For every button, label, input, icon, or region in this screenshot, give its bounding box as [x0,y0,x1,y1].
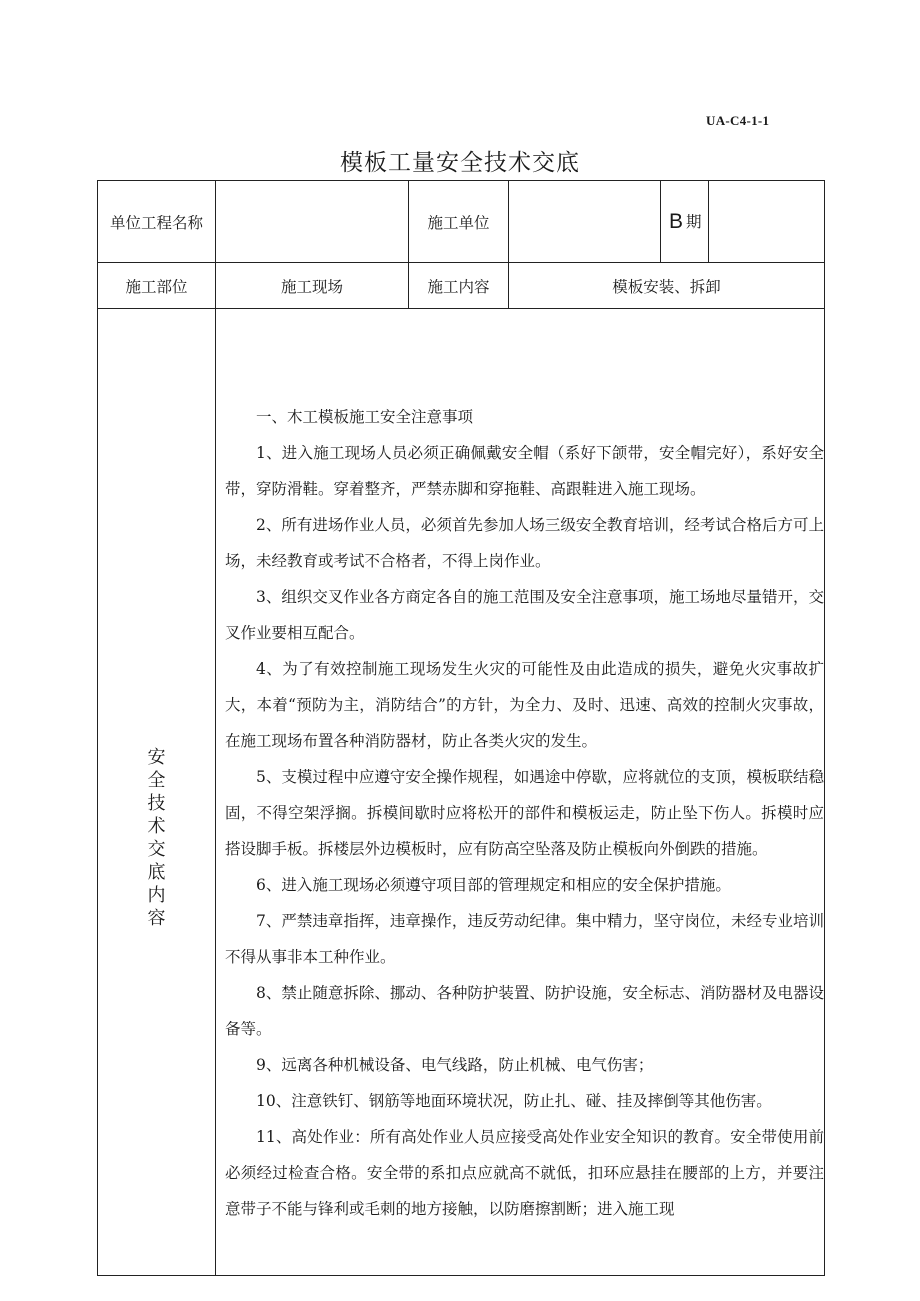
construction-unit-value [509,181,661,263]
date-label-text: 期 [686,212,702,231]
construction-part-label: 施工部位 [98,263,216,309]
content-paragraph: 10、注意铁钉、钢筋等地面环境状况，防止扎、碰、挂及摔倒等其他伤害。 [256,1091,772,1110]
content-paragraph: 2、所有进场作业人员，必须首先参加人场三级安全教育培训，经考试合格后方可上场，未经教育或考试不合格者，不得上岗作业。 [225,515,824,570]
project-name-value [216,181,409,263]
side-label-char: 底 [147,862,166,883]
side-label-char: 安 [147,747,166,768]
side-label-char: 技 [147,793,166,814]
content-paragraph: 4、为了有效控制施工现场发生火灾的可能性及由此造成的损失，避免火灾事故扩大，本着“预防为主，消防结合”的方针，为全力、及时、迅速、高效的控制火灾事故，在施工现场布置各种消防器材，防止各类火灾的发生。 [225,659,824,750]
content-paragraph: 1、进入施工现场人员必须正确佩戴安全帽（系好下颌带，安全帽完好），系好安全带，穿防滑鞋。穿着整齐，严禁赤脚和穿拖鞋、高跟鞋进入施工现场。 [225,443,824,498]
section-heading: 一、木工模板施工安全注意事项 [256,407,474,426]
safety-content-label [98,309,216,1276]
content-paragraph: 6、进入施工现场必须遵守项目部的管理规定和相应的安全保护措施。 [256,875,731,894]
construction-part-value: 施工现场 [216,263,409,309]
side-label-char: 内 [147,885,166,906]
disclosure-table [97,180,825,1276]
content-paragraph: 11、高处作业：所有高处作业人员应接受高处作业安全知识的教育。安全带使用前必须经过检查合格。安全带的系扣点应就高不就低，扣环应悬挂在腰部的上方，并要注意带子不能与锋利或毛刺的地方接触，以防磨擦割断；进入施工现 [225,1127,824,1218]
content-paragraph: 3、组织交叉作业各方商定各自的施工范围及安全注意事项，施工场地尽量错开，交叉作业要相互配合。 [225,587,824,642]
construction-content-value: 模板安装、拆卸 [509,263,825,309]
date-label-prefix: B [669,209,684,233]
content-paragraph: 7、严禁违章指挥，违章操作，违反劳动纪律。集中精力，坚守岗位，未经专业培训不得从事非本工种作业。 [225,911,824,966]
construction-content-label: 施工内容 [409,263,509,309]
date-label [661,181,709,263]
construction-unit-label: 施工单位 [409,181,509,263]
document-title: 模板工量安全技术交底 [340,150,580,176]
table-row-content [98,309,825,1276]
table-row-part [98,263,825,309]
side-label-char: 全 [147,770,166,791]
side-label-char: 交 [147,839,166,860]
content-paragraph: 8、禁止随意拆除、挪动、各种防护装置、防护设施，安全标志、消防器材及电器设备等。 [225,983,824,1038]
date-value [709,181,825,263]
document-code: UA-C4-1-1 [706,113,770,128]
content-paragraph: 9、远离各种机械设备、电气线路，防止机械、电气伤害； [256,1055,654,1074]
table-row-project [98,181,825,263]
safety-content-body [216,309,825,1276]
content-paragraph: 5、支模过程中应遵守安全操作规程，如遇途中停歇，应将就位的支顶，模板联结稳固，不得空架浮搁。拆模间歇时应将松开的部件和模板运走，防止坠下伤人。拆模时应搭设脚手板。拆楼层外边模板时，应有防高空坠落及防止模板向外倒跌的措施。 [225,767,824,858]
project-name-label: 单位工程名称 [98,181,216,263]
side-label-char: 容 [147,908,166,929]
side-label-char: 术 [147,816,166,837]
